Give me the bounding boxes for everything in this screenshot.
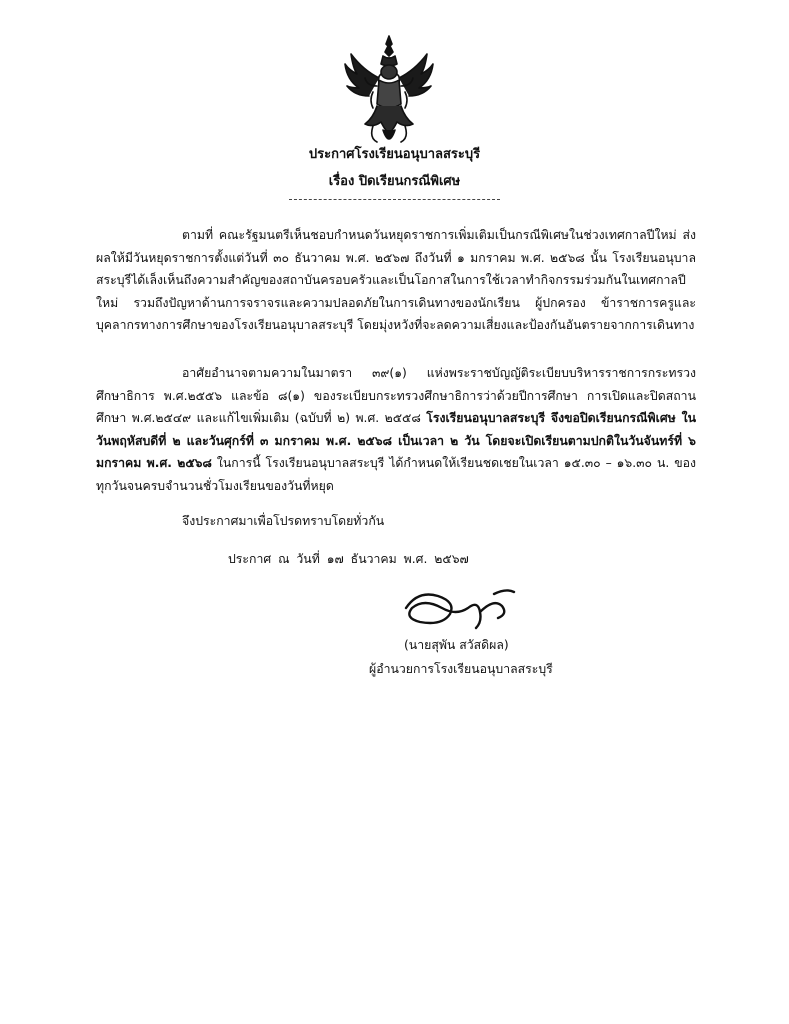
announcement-title: ประกาศโรงเรียนอนุบาลสระบุรี xyxy=(308,147,481,162)
authority-text: อาศัยอำนาจตามความในมาตรา ๓๙(๑) แห่งพระราชบัญญัติระเบียบบริหารราชการกระทรวงศึกษาธิการ พ.ศ.๒๕๕๖ และข้อ ๘(๑) ของระเบียบกระทรวงศึกษาธิการว่าด้วยปีการศึกษา การเปิดและปิดสถานศึกษา พ.ศ.๒๕๔๙ และแก้ไขเพิ่มเติม (ฉบับที่ ๒) พ.ศ. ๒๕๕๘ xyxy=(96,366,696,426)
garuda-emblem-icon xyxy=(343,34,435,150)
makeup-class-text: ในการนี้ โรงเรียนอนุบาลสระบุรี ได้กำหนดให้เรียนชดเชยในเวลา ๑๕.๓๐ – ๑๖.๓๐ น. ของทุกวันจนครบจำนวนชั่วโมงเรียนของวันที่หยุด xyxy=(96,456,696,493)
closure-notice-bold: โรงเรียนอนุบาลสระบุรี จึงขอปิดเรียนกรณีพิเศษ ในวันพฤหัสบดีที่ ๒ และวันศุกร์ที่ ๓ มกราคม พ.ศ. ๒๕๖๘ เป็นเวลา ๒ วัน โดยจะเปิดเรียนตามปกติในวันจันทร์ที่ ๖ มกราคม พ.ศ. ๒๕๖๘ xyxy=(96,411,696,471)
signer-position: ผู้อำนวยการโรงเรียนอนุบาลสระบุรี xyxy=(369,662,553,676)
paragraph-background: ตามที่ คณะรัฐมนตรีเห็นชอบกำหนดวันหยุดราชการเพิ่มเติมเป็นกรณีพิเศษในช่วงเทศกาลปีใหม่ ส่งผลให้มีวันหยุดราชการตั้งแต่วันที่ ๓๐ ธันวาคม พ.ศ. ๒๕๖๗ ถึงวันที่ ๑ มกราคม พ.ศ. ๒๕๖๘ นั้น โรงเรียนอนุบาลสระบุรีได้เล็งเห็นถึงความสำคัญของสถาบันครอบครัวและเป็นโอกาสในการใช้เวลาทำกิจกรรมร่วมกันในเทศกาลปีใหม่ รวมถึงปัญหาด้านการจราจรและความปลอดภัยในการเดินทางของนักเรียน ผู้ปกครอง ข้าราชการครูและบุคลากรทางการศึกษาของโรงเรียนอนุบาลสระบุรี โดยมุ่งหวังที่จะลดความเสี่ยงและป้องกันอันตรายจากการเดินทาง xyxy=(96,228,696,333)
announcement-date: ประกาศ ณ วันที่ ๑๗ ธันวาคม พ.ศ. ๒๕๖๗ xyxy=(228,552,469,566)
signature-icon xyxy=(398,578,528,638)
title-divider xyxy=(289,199,500,200)
paragraph-closing: จึงประกาศมาเพื่อโปรดทราบโดยทั่วกัน xyxy=(182,514,385,528)
paragraph-authority xyxy=(96,362,696,498)
announcement-subject: เรื่อง ปิดเรียนกรณีพิเศษ xyxy=(328,174,461,189)
signer-name: (นายสุพัน สวัสดิผล) xyxy=(404,638,509,652)
